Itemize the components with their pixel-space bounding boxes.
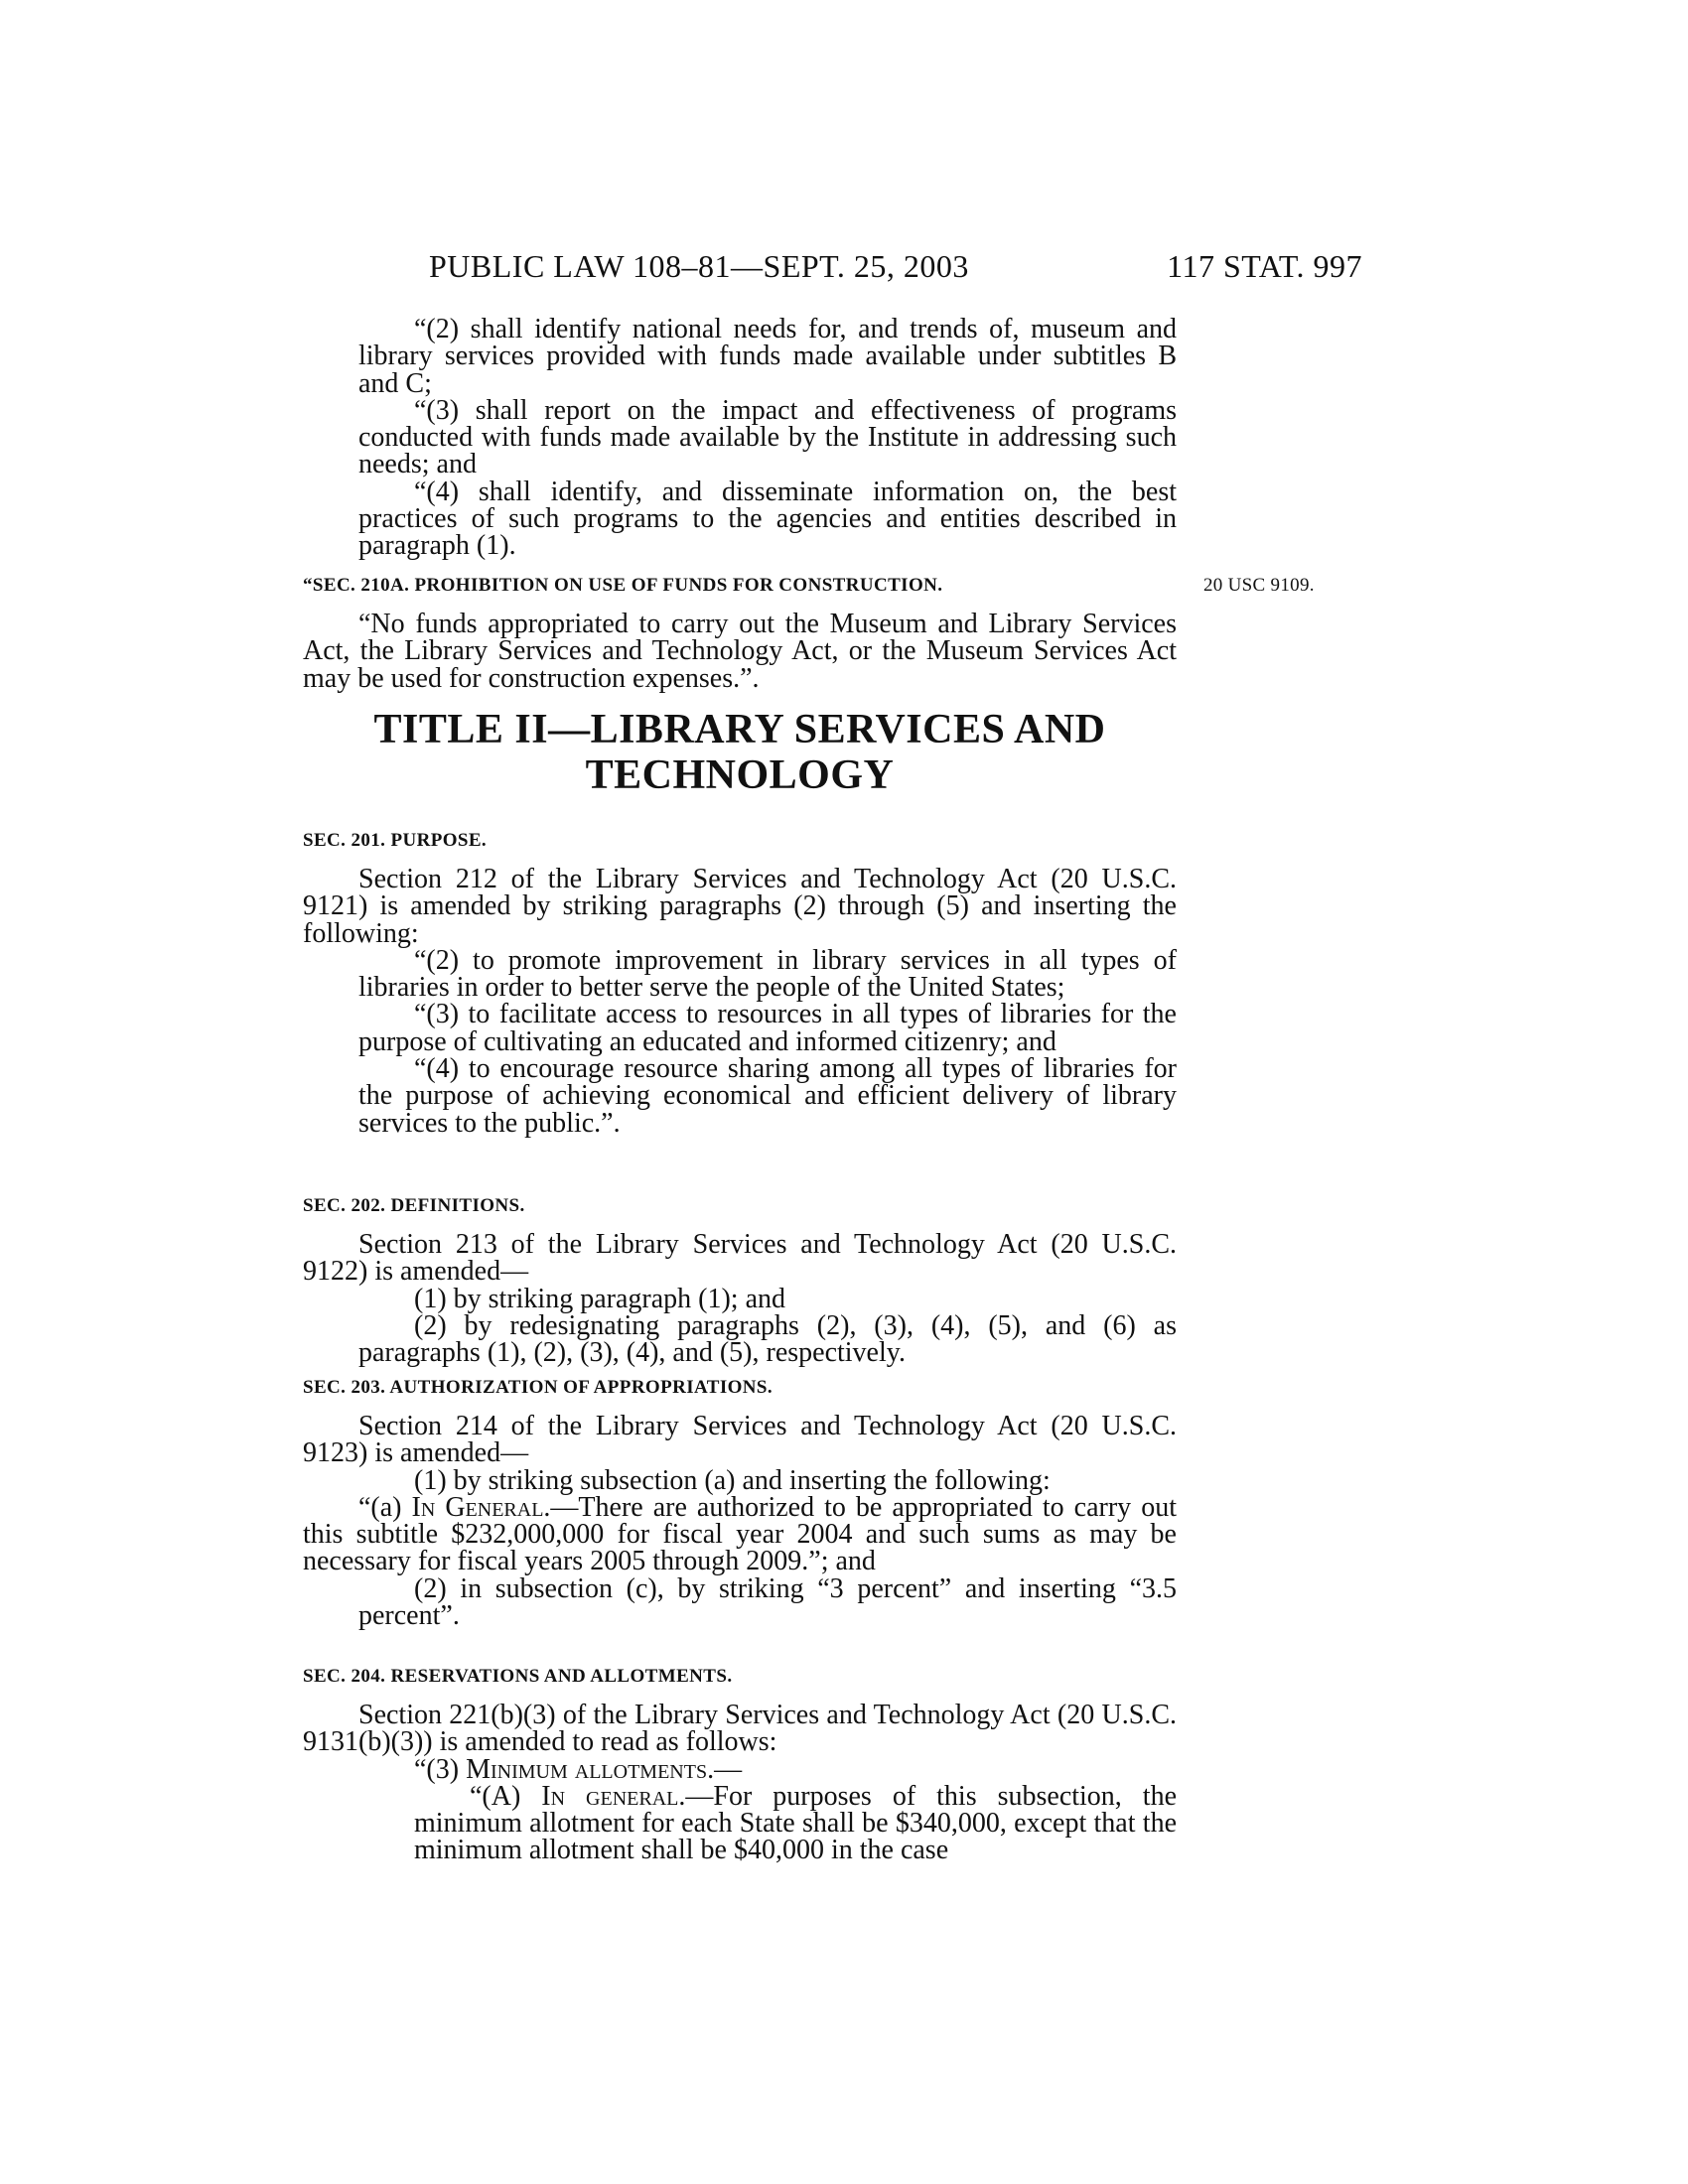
section-201-paragraph-3: “(3) to facilitate access to resources in all types of libraries for the purpose of cultivating an educated and informed citizenry; and [358,999,1177,1057]
section-201 [303,828,1177,1137]
section-201-paragraph-2: “(2) to promote improvement in library services in all types of libraries in order to better serve the people of the United States; [358,944,1177,1004]
section-203 [303,1375,1177,1632]
section-204-subparagraph-a: “(A) In general.—For purposes of this subsection, the minimum allotment for each State shall be $340,000, except that the minimum allotment shall be $40,000 in the case [414,1780,1178,1866]
section-203-intro: Section 214 of the Library Services and Technology Act (20 U.S.C. 9123) is amended— [303,1411,1177,1469]
paragraph-3-report-impact: “(3) shall report on the impact and effectiveness of programs conducted with funds made available by the Institute in addressing such needs; and [358,394,1177,480]
top-paragraphs [303,316,1177,560]
section-204-paragraph-3: “(3) Minimum allotments.— [414,1753,743,1785]
section-201-intro: Section 212 of the Library Services and Technology Act (20 U.S.C. 9121) is amended by striking paragraphs (2) through (5) and inserting the following: [303,864,1177,949]
in-general-label: In General [411,1491,544,1523]
section-203-paragraph-2: (2) in subsection (c), by striking “3 percent” and inserting “3.5 percent”. [358,1572,1177,1632]
title-line-2: TECHNOLOGY [585,752,895,798]
section-204 [303,1664,1177,1864]
section-202-heading: SEC. 202. DEFINITIONS. [303,1195,525,1216]
section-202-intro: Section 213 of the Library Services and Technology Act (20 U.S.C. 9122) is amended— [303,1229,1177,1288]
margin-note-usc: 20 USC 9109. [1203,575,1315,596]
minimum-allotments-label: Minimum allotments [466,1753,708,1785]
section-210a-text: “No funds appropriated to carry out the Museum and Library Services Act, the Library Services and Technology Act, or the Museum Services Act may be used for construction expenses.”. [303,609,1177,694]
section-202 [303,1193,1177,1369]
section-203-subsection-a: “(a) In General.—There are authorized to be appropriated to carry out this subtitle $232,000,000 for fiscal year 2004 and such sums as may be necessary for fiscal years 2005 through 2009.”; and [303,1491,1177,1577]
paragraph-2-identify-needs: “(2) shall identify national needs for, and trends of, museum and library services provided with funds made available under subtitles B and C; [358,314,1177,399]
section-202-paragraph-1: (1) by striking paragraph (1); and [414,1283,785,1314]
title-ii-heading [303,707,1177,798]
section-203-heading: SEC. 203. AUTHORIZATION OF APPROPRIATIONS. [303,1377,774,1398]
title-line-1: TITLE II—LIBRARY SERVICES AND [373,707,1106,752]
section-202-paragraph-2: (2) by redesignating paragraphs (2), (3), (4), (5), and (6) as paragraphs (1), (2), (3), (4), and (5), respectively. [358,1309,1177,1369]
section-204-heading: SEC. 204. RESERVATIONS AND ALLOTMENTS. [303,1666,733,1687]
section-210a-heading: “SEC. 210A. PROHIBITION ON USE OF FUNDS FOR CONSTRUCTION. [303,575,943,596]
running-head [429,248,1362,288]
law-title: PUBLIC LAW 108–81—SEPT. 25, 2003 [429,248,969,284]
section-201-paragraph-4: “(4) to encourage resource sharing among all types of libraries for the purpose of achieving economical and efficient delivery of library services to the public.”. [358,1053,1177,1139]
stat-page-number: 117 STAT. 997 [1167,248,1362,284]
section-201-heading: SEC. 201. PURPOSE. [303,830,488,851]
in-general-label-2: In general [541,1780,679,1812]
section-210a [303,573,1177,692]
paragraph-4-best-practices: “(4) shall identify, and disseminate information on, the best practices of such programs to the agencies and entities described in paragraph (1). [358,476,1177,562]
section-204-intro: Section 221(b)(3) of the Library Services and Technology Act (20 U.S.C. 9131(b)(3)) is amended to read as follows: [303,1700,1177,1758]
section-203-paragraph-1: (1) by striking subsection (a) and inserting the following: [414,1464,1051,1496]
